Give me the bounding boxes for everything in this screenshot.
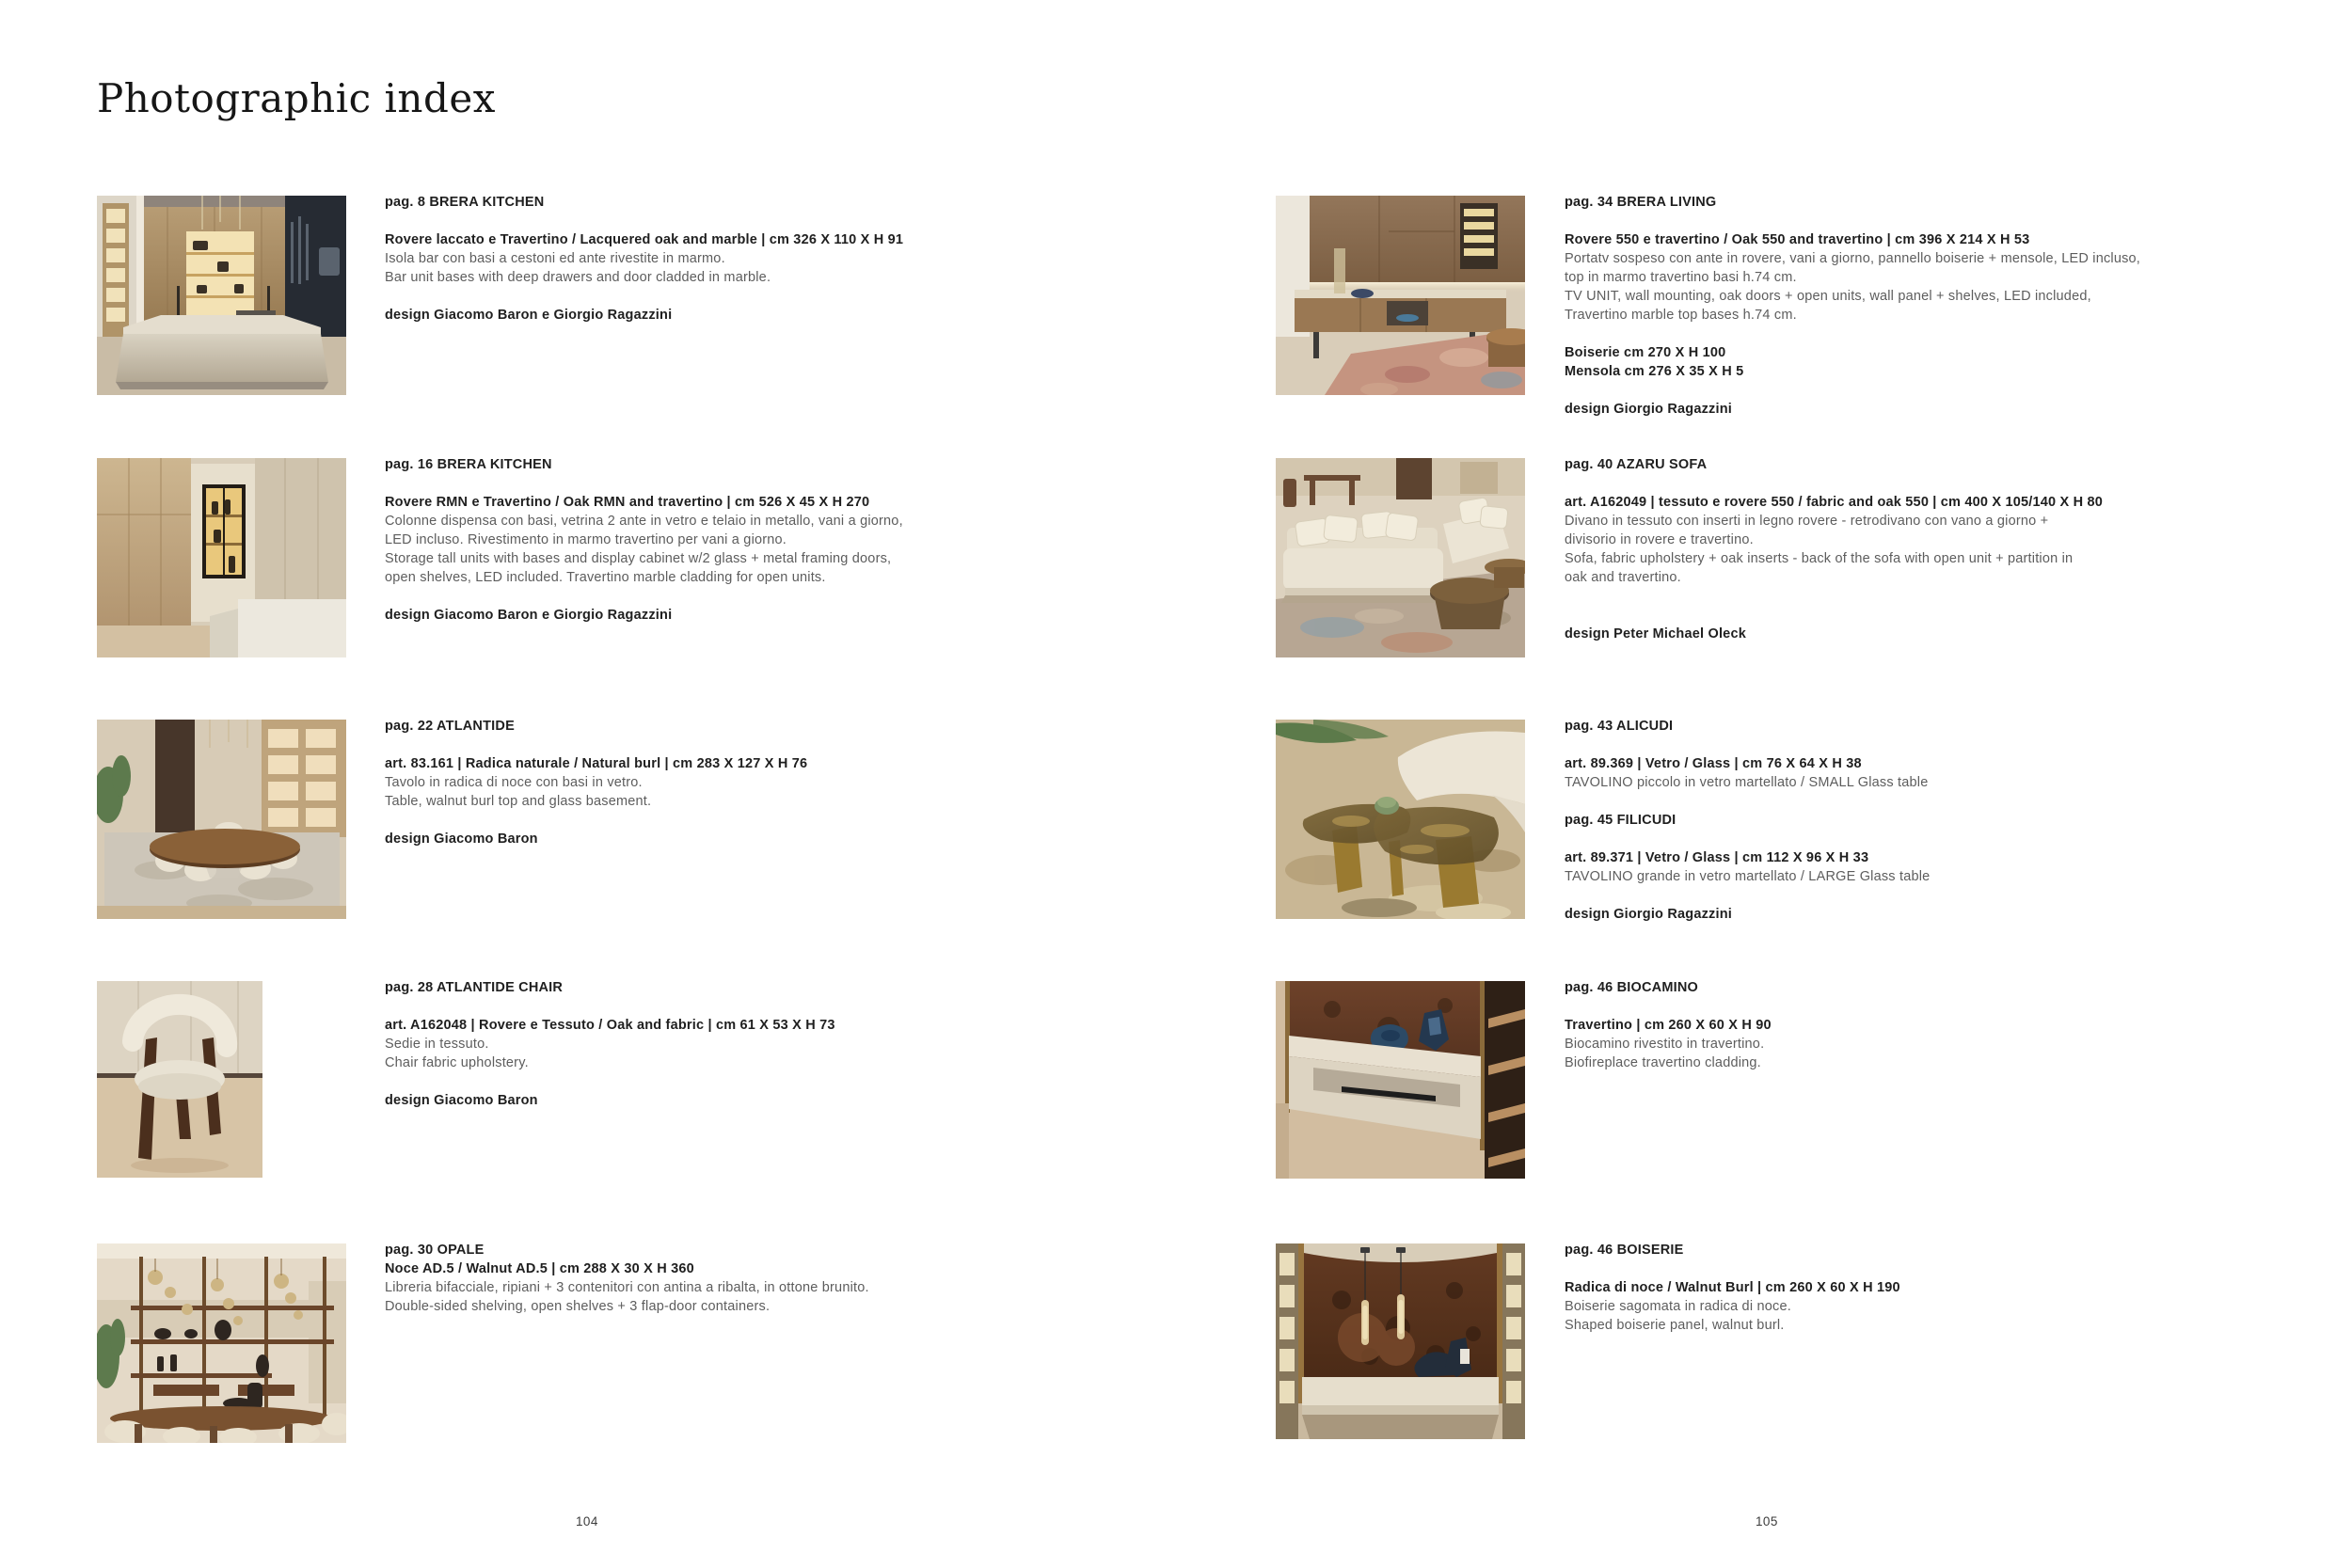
entry-alicudi-filicudi-p43 — [1565, 717, 1930, 924]
entry-line: Divano in tessuto con inserti in legno rovere - retrodivano con vano a giorno + — [1565, 514, 2049, 529]
entry-line: Sedie in tessuto. — [385, 1037, 489, 1052]
entry-line: pag. 30 OPALE — [385, 1243, 485, 1258]
entry-brera-living-p34 — [1565, 193, 2140, 419]
entry-biocamino-p46 — [1565, 978, 1772, 1072]
entry-line: Rovere 550 e travertino / Oak 550 and travertino | cm 396 X 214 X H 53 — [1565, 232, 2030, 247]
entry-brera-kitchen-p16 — [385, 455, 903, 625]
entry-line: top in marmo travertino basi h.74 cm. — [1565, 270, 1797, 285]
brera-kitchen-island-photo — [97, 196, 346, 395]
entry-line: pag. 40 AZARU SOFA — [1565, 457, 1708, 472]
alicudi-glass-table-photo — [1276, 720, 1525, 919]
entry-line: Boiserie cm 270 X H 100 — [1565, 345, 1726, 360]
entry-line: Noce AD.5 / Walnut AD.5 | cm 288 X 30 X H 360 — [385, 1261, 694, 1276]
entry-line: Storage tall units with bases and display cabinet w/2 glass + metal framing doors, — [385, 551, 892, 566]
boiserie-photo — [1276, 1243, 1525, 1439]
entry-line: TAVOLINO grande in vetro martellato / LARGE Glass table — [1565, 869, 1931, 884]
folio-right: 105 — [1756, 1514, 1778, 1528]
entry-line: pag. 46 BIOCAMINO — [1565, 980, 1698, 995]
entry-line: divisorio in rovere e travertino. — [1565, 532, 1754, 547]
entry-line: pag. 22 ATLANTIDE — [385, 719, 515, 734]
biocamino-photo — [1276, 981, 1525, 1179]
entry-line: Libreria bifacciale, ripiani + 3 contenitori con antina a ribalta, in ottone brunito. — [385, 1280, 869, 1295]
entry-line: TV UNIT, wall mounting, oak doors + open units, wall panel + shelves, LED included, — [1565, 289, 2091, 304]
entry-line: pag. 16 BRERA KITCHEN — [385, 457, 552, 472]
atlantide-chair-photo — [97, 981, 262, 1178]
entry-atlantide-chair-p28 — [385, 978, 835, 1110]
entry-line: Bar unit bases with deep drawers and door cladded in marble. — [385, 270, 771, 285]
entry-line: design Giacomo Baron — [385, 832, 538, 847]
entry-line: Biocamino rivestito in travertino. — [1565, 1037, 1765, 1052]
entry-line: Shaped boiserie panel, walnut burl. — [1565, 1318, 1785, 1333]
entry-line: Radica di noce / Walnut Burl | cm 260 X 60 X H 190 — [1565, 1280, 1900, 1295]
entry-line: Travertino marble top bases h.74 cm. — [1565, 308, 1797, 323]
entry-line: Double-sided shelving, open shelves + 3 flap-door containers. — [385, 1299, 771, 1314]
entry-line: design Giacomo Baron e Giorgio Ragazzini — [385, 308, 673, 323]
entry-azaru-sofa-p40 — [1565, 455, 2103, 643]
entry-line: pag. 46 BOISERIE — [1565, 1243, 1684, 1258]
entry-line: pag. 28 ATLANTIDE CHAIR — [385, 980, 564, 995]
entry-line: Chair fabric upholstery. — [385, 1055, 529, 1070]
entry-atlantide-p22 — [385, 717, 807, 848]
entry-line: Mensola cm 276 X 35 X H 5 — [1565, 364, 1744, 379]
opale-shelving-photo — [97, 1243, 346, 1443]
entry-line: design Giorgio Ragazzini — [1565, 907, 1733, 922]
entry-line: art. 89.369 | Vetro / Glass | cm 76 X 64 X H 38 — [1565, 756, 1862, 771]
entry-line: design Giorgio Ragazzini — [1565, 402, 1733, 417]
entry-line: Portatv sospeso con ante in rovere, vani a giorno, pannello boiserie + mensole, LED incluso, — [1565, 251, 2141, 266]
atlantide-table-photo — [97, 720, 346, 919]
folio-left: 104 — [576, 1514, 598, 1528]
entry-line: art. 83.161 | Radica naturale / Natural burl | cm 283 X 127 X H 76 — [385, 756, 808, 771]
entry-line: pag. 43 ALICUDI — [1565, 719, 1674, 734]
entry-line: Rovere laccato e Travertino / Lacquered oak and marble | cm 326 X 110 X H 91 — [385, 232, 904, 247]
entry-line: Rovere RMN e Travertino / Oak RMN and travertino | cm 526 X 45 X H 270 — [385, 495, 870, 510]
page-title: Photographic index — [97, 75, 496, 121]
entry-line: pag. 8 BRERA KITCHEN — [385, 195, 545, 210]
entry-line: art. 89.371 | Vetro / Glass | cm 112 X 96 X H 33 — [1565, 850, 1869, 865]
entry-line: Travertino | cm 260 X 60 X H 90 — [1565, 1018, 1772, 1033]
brera-kitchen-tall-units-photo — [97, 458, 346, 657]
entry-line: LED incluso. Rivestimento in marmo travertino per vani a giorno. — [385, 532, 787, 547]
entry-line: design Giacomo Baron — [385, 1093, 538, 1108]
entry-opale-p30 — [385, 1241, 869, 1316]
entry-line: art. A162048 | Rovere e Tessuto / Oak and fabric | cm 61 X 53 X H 73 — [385, 1018, 835, 1033]
entry-line: Sofa, fabric upholstery + oak inserts - back of the sofa with open unit + partition in — [1565, 551, 2074, 566]
entry-line: art. A162049 | tessuto e rovere 550 / fabric and oak 550 | cm 400 X 105/140 X H 80 — [1565, 495, 2104, 510]
azaru-sofa-photo — [1276, 458, 1525, 657]
entry-line: Boiserie sagomata in radica di noce. — [1565, 1299, 1791, 1314]
entry-line: TAVOLINO piccolo in vetro martellato / SMALL Glass table — [1565, 775, 1929, 790]
entry-line: Colonne dispensa con basi, vetrina 2 ante in vetro e telaio in metallo, vani a giorno, — [385, 514, 903, 529]
entry-line: Isola bar con basi a cestoni ed ante rivestite in marmo. — [385, 251, 725, 266]
entry-line: oak and travertino. — [1565, 570, 1681, 585]
entry-line: open shelves, LED included. Travertino marble cladding for open units. — [385, 570, 826, 585]
entry-boiserie-p46 — [1565, 1241, 1900, 1335]
brera-living-photo — [1276, 196, 1525, 395]
entry-line: design Giacomo Baron e Giorgio Ragazzini — [385, 608, 673, 623]
entry-line: pag. 45 FILICUDI — [1565, 813, 1677, 828]
entry-line: design Peter Michael Oleck — [1565, 626, 1746, 641]
entry-brera-kitchen-p8 — [385, 193, 903, 325]
entry-line: Table, walnut burl top and glass basement. — [385, 794, 652, 809]
entry-line: pag. 34 BRERA LIVING — [1565, 195, 1717, 210]
entry-line: Biofireplace travertino cladding. — [1565, 1055, 1761, 1070]
entry-line: Tavolo in radica di noce con basi in vetro. — [385, 775, 643, 790]
